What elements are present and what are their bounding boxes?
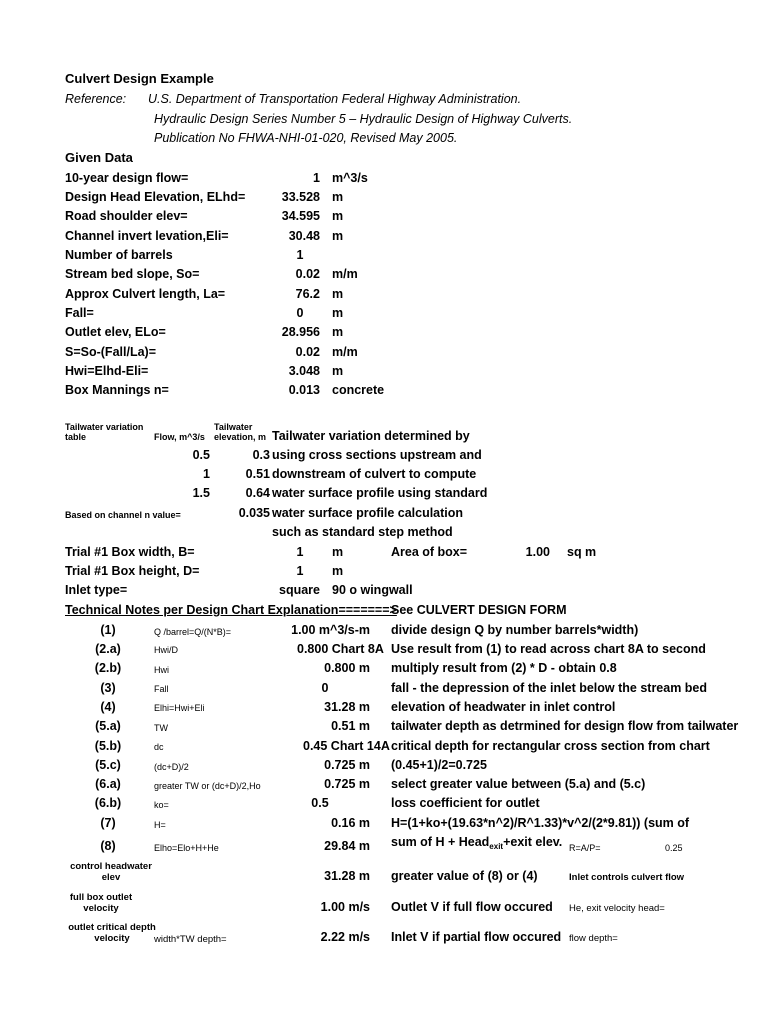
given-unit: m/m [332, 345, 358, 359]
page-title: Culvert Design Example [65, 71, 214, 86]
given-value: 1 [313, 171, 320, 185]
step-value: 0.725 m [324, 758, 370, 772]
given-unit: m [332, 364, 344, 378]
given-label: Stream bed slope, So= [65, 267, 200, 281]
trial-width-label: Trial #1 Box width, B= [65, 545, 195, 559]
tailwater-flow: 0.5 [192, 448, 210, 462]
summary-extra: flow depth= [569, 933, 618, 944]
step-description: loss coefficient for outlet [391, 796, 540, 810]
given-unit: m [332, 325, 344, 339]
step-description: sum of H + Head$_{exit}$+exit elev. [391, 835, 563, 851]
given-value: 30.48 [288, 229, 320, 243]
given-value: 0.02 [295, 345, 320, 359]
step-formula: H= [154, 820, 166, 830]
summary-description: Inlet V if partial flow occured [391, 930, 562, 944]
tailwater-note: downstream of culvert to compute [272, 467, 477, 481]
step-number: (8) [100, 839, 116, 853]
step-value: 0.725 m [324, 777, 370, 791]
step-description: fall - the depression of the inlet below the stream bed [391, 681, 708, 695]
given-label: Box Mannings n= [65, 383, 169, 397]
step-value: 31.28 m [324, 700, 370, 714]
given-unit: m^3/s [332, 171, 368, 185]
given-label: Design Head Elevation, ELhd= [65, 190, 246, 204]
summary-description: greater value of (8) or (4) [391, 869, 538, 883]
flow-header: Flow, m^3/s [154, 432, 205, 442]
step-formula: TW [154, 723, 168, 733]
summary-value: 1.00 m/s [320, 900, 370, 914]
given-label: S=So-(Fall/La)= [65, 345, 156, 359]
tailwater-flow: 1 [203, 467, 210, 481]
trial-height-value: 1 [296, 564, 304, 578]
given-value: 0.02 [295, 267, 320, 281]
tailwater-flow: 1.5 [192, 486, 210, 500]
given-value: 28.956 [281, 325, 320, 339]
given-label: Approx Culvert length, La= [65, 287, 226, 301]
reference-line: Publication No FHWA-NHI-01-020, Revised May 2005. [154, 131, 458, 145]
trial-height-label: Trial #1 Box height, D= [65, 564, 200, 578]
given-value: 0 [296, 306, 304, 320]
reference-line: U.S. Department of Transportation Federal Highway Administration. [148, 92, 522, 106]
summary-extra: Inlet controls culvert flow [569, 872, 685, 883]
hydraulic-radius-value: 0.25 [665, 843, 683, 853]
step-description: select greater value between (5.a) and (5.c) [391, 777, 646, 791]
step-number: (5.c) [95, 758, 121, 772]
step-formula: Q /barrel=Q/(N*B)= [154, 627, 232, 637]
given-label: Number of barrels [65, 248, 173, 262]
step-number: (2.b) [94, 661, 122, 675]
given-label: Channel invert levation,Eli= [65, 229, 229, 243]
given-value: 3.048 [288, 364, 320, 378]
given-label: 10-year design flow= [65, 171, 189, 185]
step-formula: ko= [154, 800, 169, 810]
summary-extra: He, exit velocity head= [569, 903, 665, 914]
step-number: (4) [100, 700, 116, 714]
tailwater-note: water surface profile using standard [272, 486, 488, 500]
given-value: 76.2 [295, 287, 320, 301]
step-formula: greater TW or (dc+D)/2,Ho [154, 781, 261, 791]
step-value: 0.5 [311, 796, 329, 810]
inlet-type-value: square [279, 583, 320, 597]
inlet-type-note: 90 o wingwall [332, 583, 413, 597]
step-description: elevation of headwater in inlet control [391, 700, 616, 714]
step-formula: Fall [154, 684, 169, 694]
channel-n-label: Based on channel n value= [65, 510, 181, 520]
step-value: 0.800 Chart 8A [297, 642, 384, 656]
step-formula: dc [154, 742, 164, 752]
summary-label: control headwater elev [70, 861, 152, 883]
summary-value: 31.28 m [324, 869, 370, 883]
given-value: 1 [296, 248, 304, 262]
area-value: 1.00 [525, 545, 550, 559]
step-number: (5.b) [94, 739, 122, 753]
step-description: tailwater depth as detrmined for design flow from tailwater [391, 719, 739, 733]
given-value: 0.013 [288, 383, 320, 397]
given-unit: m [332, 229, 344, 243]
step-value: 0.800 m [324, 661, 370, 675]
step-formula: Hwi [154, 665, 169, 675]
summary-formula: width*TW depth= [154, 934, 227, 945]
step-value: 0.45 Chart 14A [303, 739, 390, 753]
step-formula: Elho=Elo+H+He [154, 843, 219, 853]
summary-description: Outlet V if full flow occured [391, 900, 553, 914]
step-value: 29.84 m [324, 839, 370, 853]
given-unit: m [332, 209, 344, 223]
tailwater-note: water surface profile calculation [272, 506, 464, 520]
tailwater-note: using cross sections upstream and [272, 448, 482, 462]
given-unit: concrete [332, 383, 385, 397]
given-unit: m [332, 190, 344, 204]
step-description: (0.45+1)/2=0.725 [391, 758, 487, 772]
reference-label: Reference: [65, 92, 127, 106]
tailwater-elevation-header: Tailwater elevation, m [214, 422, 267, 442]
given-label: Road shoulder elev= [65, 209, 188, 223]
step-value: 0.51 m [331, 719, 370, 733]
given-value: 34.595 [281, 209, 320, 223]
step-number: (6.b) [94, 796, 122, 810]
hydraulic-radius-label: R=A/P= [569, 843, 601, 853]
summary-label: outlet critical depth velocity [68, 922, 156, 944]
tailwater-elevation: 0.51 [245, 467, 270, 481]
step-description: multiply result from (2) * D - obtain 0.8 [391, 661, 617, 675]
step-description: divide design Q by number barrels*width) [391, 623, 639, 637]
culvert-design-form-ref: See CULVERT DESIGN FORM [391, 603, 567, 617]
area-label: Area of box= [391, 545, 468, 559]
step-number: (3) [100, 681, 116, 695]
channel-n-value: 0.035 [238, 506, 270, 520]
step-number: (2.a) [95, 642, 121, 656]
trial-height-unit: m [332, 564, 344, 578]
step-formula: (dc+D)/2 [154, 762, 189, 772]
given-label: Outlet elev, ELo= [65, 325, 166, 339]
technical-notes-title: Technical Notes per Design Chart Explanation=======> [65, 603, 397, 617]
given-unit: m [332, 287, 344, 301]
step-number: (1) [100, 623, 116, 637]
given-value: 33.528 [281, 190, 320, 204]
step-formula: Hwi/D [154, 645, 178, 655]
step-value: 0.16 m [331, 816, 370, 830]
step-description: critical depth for rectangular cross section from chart [391, 739, 710, 753]
summary-label: full box outlet velocity [69, 892, 133, 914]
step-description: H=(1+ko+(19.63*n^2)/R^1.33)*v^2/(2*9.81)) (sum of [391, 816, 690, 830]
step-value: 0 [321, 681, 329, 695]
step-number: (5.a) [95, 719, 121, 733]
tailwater-elevation: 0.3 [252, 448, 270, 462]
tailwater-note: such as standard step method [272, 525, 453, 539]
given-data-title: Given Data [65, 150, 133, 165]
step-description: Use result from (1) to read across chart 8A to second [391, 642, 706, 656]
reference-line: Hydraulic Design Series Number 5 – Hydraulic Design of Highway Culverts. [154, 112, 573, 126]
trial-width-unit: m [332, 545, 344, 559]
tailwater-elevation: 0.64 [245, 486, 270, 500]
summary-value: 2.22 m/s [320, 930, 370, 944]
step-number: (6.a) [95, 777, 121, 791]
given-label: Fall= [65, 306, 94, 320]
step-value: 1.00 m^3/s-m [291, 623, 370, 637]
step-number: (7) [100, 816, 116, 830]
tailwater-table-label: Tailwater variation table [65, 422, 144, 442]
area-unit: sq m [567, 545, 597, 559]
inlet-type-label: Inlet type= [65, 583, 128, 597]
step-formula: Elhi=Hwi+Eli [154, 703, 205, 713]
given-unit: m [332, 306, 344, 320]
given-label: Hwi=Elhd-Eli= [65, 364, 149, 378]
given-unit: m/m [332, 267, 358, 281]
tailwater-note: Tailwater variation determined by [272, 429, 470, 443]
trial-width-value: 1 [296, 545, 304, 559]
